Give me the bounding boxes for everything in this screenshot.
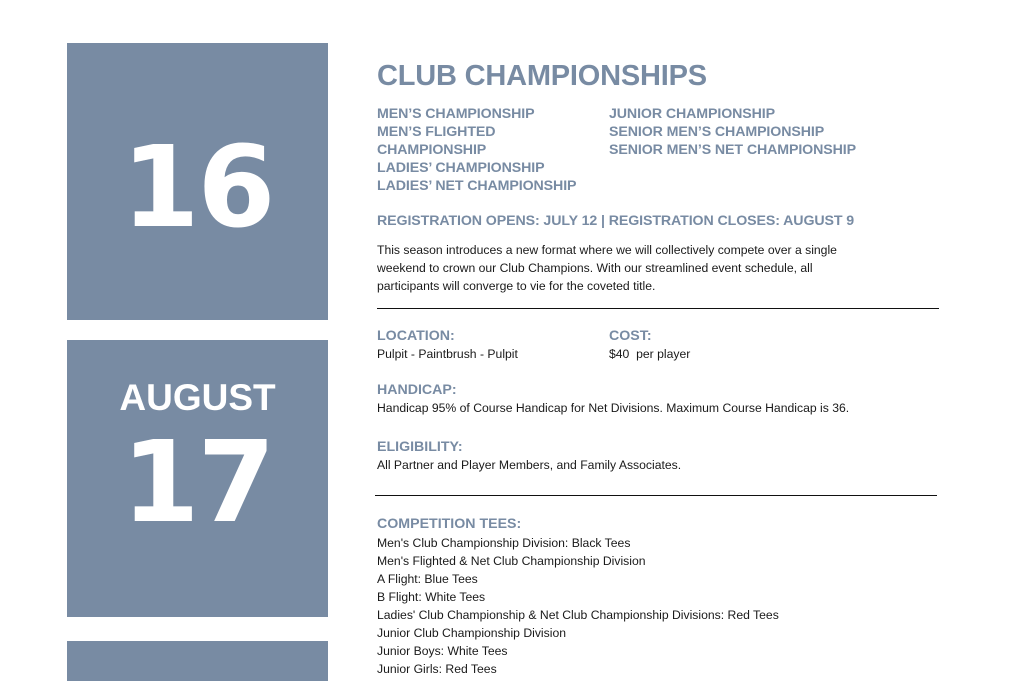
tee-item: Men's Flighted & Net Club Championship Division <box>377 554 646 568</box>
competition-tees-label: COMPETITION TEES: <box>377 516 522 532</box>
divider <box>375 495 937 496</box>
handicap-value: Handicap 95% of Course Handicap for Net Divisions. Maximum Course Handicap is 36. <box>377 401 850 415</box>
date-block-august-17 <box>67 340 328 617</box>
tee-item: Junior Girls: Red Tees <box>377 662 497 676</box>
cost-value: $40 per player <box>609 347 691 361</box>
date-month: AUGUST <box>119 0 276 39</box>
date-block-august-16 <box>67 0 328 320</box>
eligibility-value: All Partner and Player Members, and Family Associates. <box>377 458 682 472</box>
date-month: AUGUST <box>119 377 276 418</box>
date-day: 17 <box>121 418 274 548</box>
championship-item: JUNIOR CHAMPIONSHIP <box>609 106 776 122</box>
registration-dates: REGISTRATION OPENS: JULY 12 | REGISTRATION CLOSES: AUGUST 9 <box>377 213 855 229</box>
divider <box>377 308 939 309</box>
championship-item: SENIOR MEN’S NET CHAMPIONSHIP <box>609 142 856 158</box>
tee-item: Ladies' Club Championship & Net Club Championship Divisions: Red Tees <box>377 608 779 622</box>
intro-paragraph: This season introduces a new format where we will collectively compete over a single weekend to crown our Club Champions. With our streamlined event schedule, all participants will converge to vie for the coveted title. <box>377 243 837 293</box>
championship-list-left <box>377 105 592 195</box>
tee-item: Junior Club Championship Division <box>377 626 566 640</box>
tee-item: Men's Club Championship Division: Black Tees <box>377 536 631 550</box>
location-label: LOCATION: <box>377 328 455 344</box>
handicap-label: HANDICAP: <box>377 382 457 398</box>
date-block-partial <box>67 641 328 681</box>
eligibility-label: ELIGIBILITY: <box>377 439 463 455</box>
tee-item: B Flight: White Tees <box>377 590 486 604</box>
championship-list-right <box>609 105 856 159</box>
competition-tees-list <box>377 534 779 678</box>
championship-item: MEN’S FLIGHTED CHAMPIONSHIP <box>377 124 496 158</box>
location-value: Pulpit - Paintbrush - Pulpit <box>377 347 518 361</box>
championship-item: SENIOR MEN’S CHAMPIONSHIP <box>609 124 825 140</box>
tee-item: A Flight: Blue Tees <box>377 572 478 586</box>
page-title: CLUB CHAMPIONSHIPS <box>377 60 707 92</box>
championship-item: LADIES’ NET CHAMPIONSHIP <box>377 178 577 194</box>
championship-item: LADIES’ CHAMPIONSHIP <box>377 160 545 176</box>
cost-label: COST: <box>609 328 652 344</box>
tee-item: Junior Boys: White Tees <box>377 644 508 658</box>
date-day: 16 <box>121 123 274 253</box>
championship-item: MEN’S CHAMPIONSHIP <box>377 106 535 122</box>
